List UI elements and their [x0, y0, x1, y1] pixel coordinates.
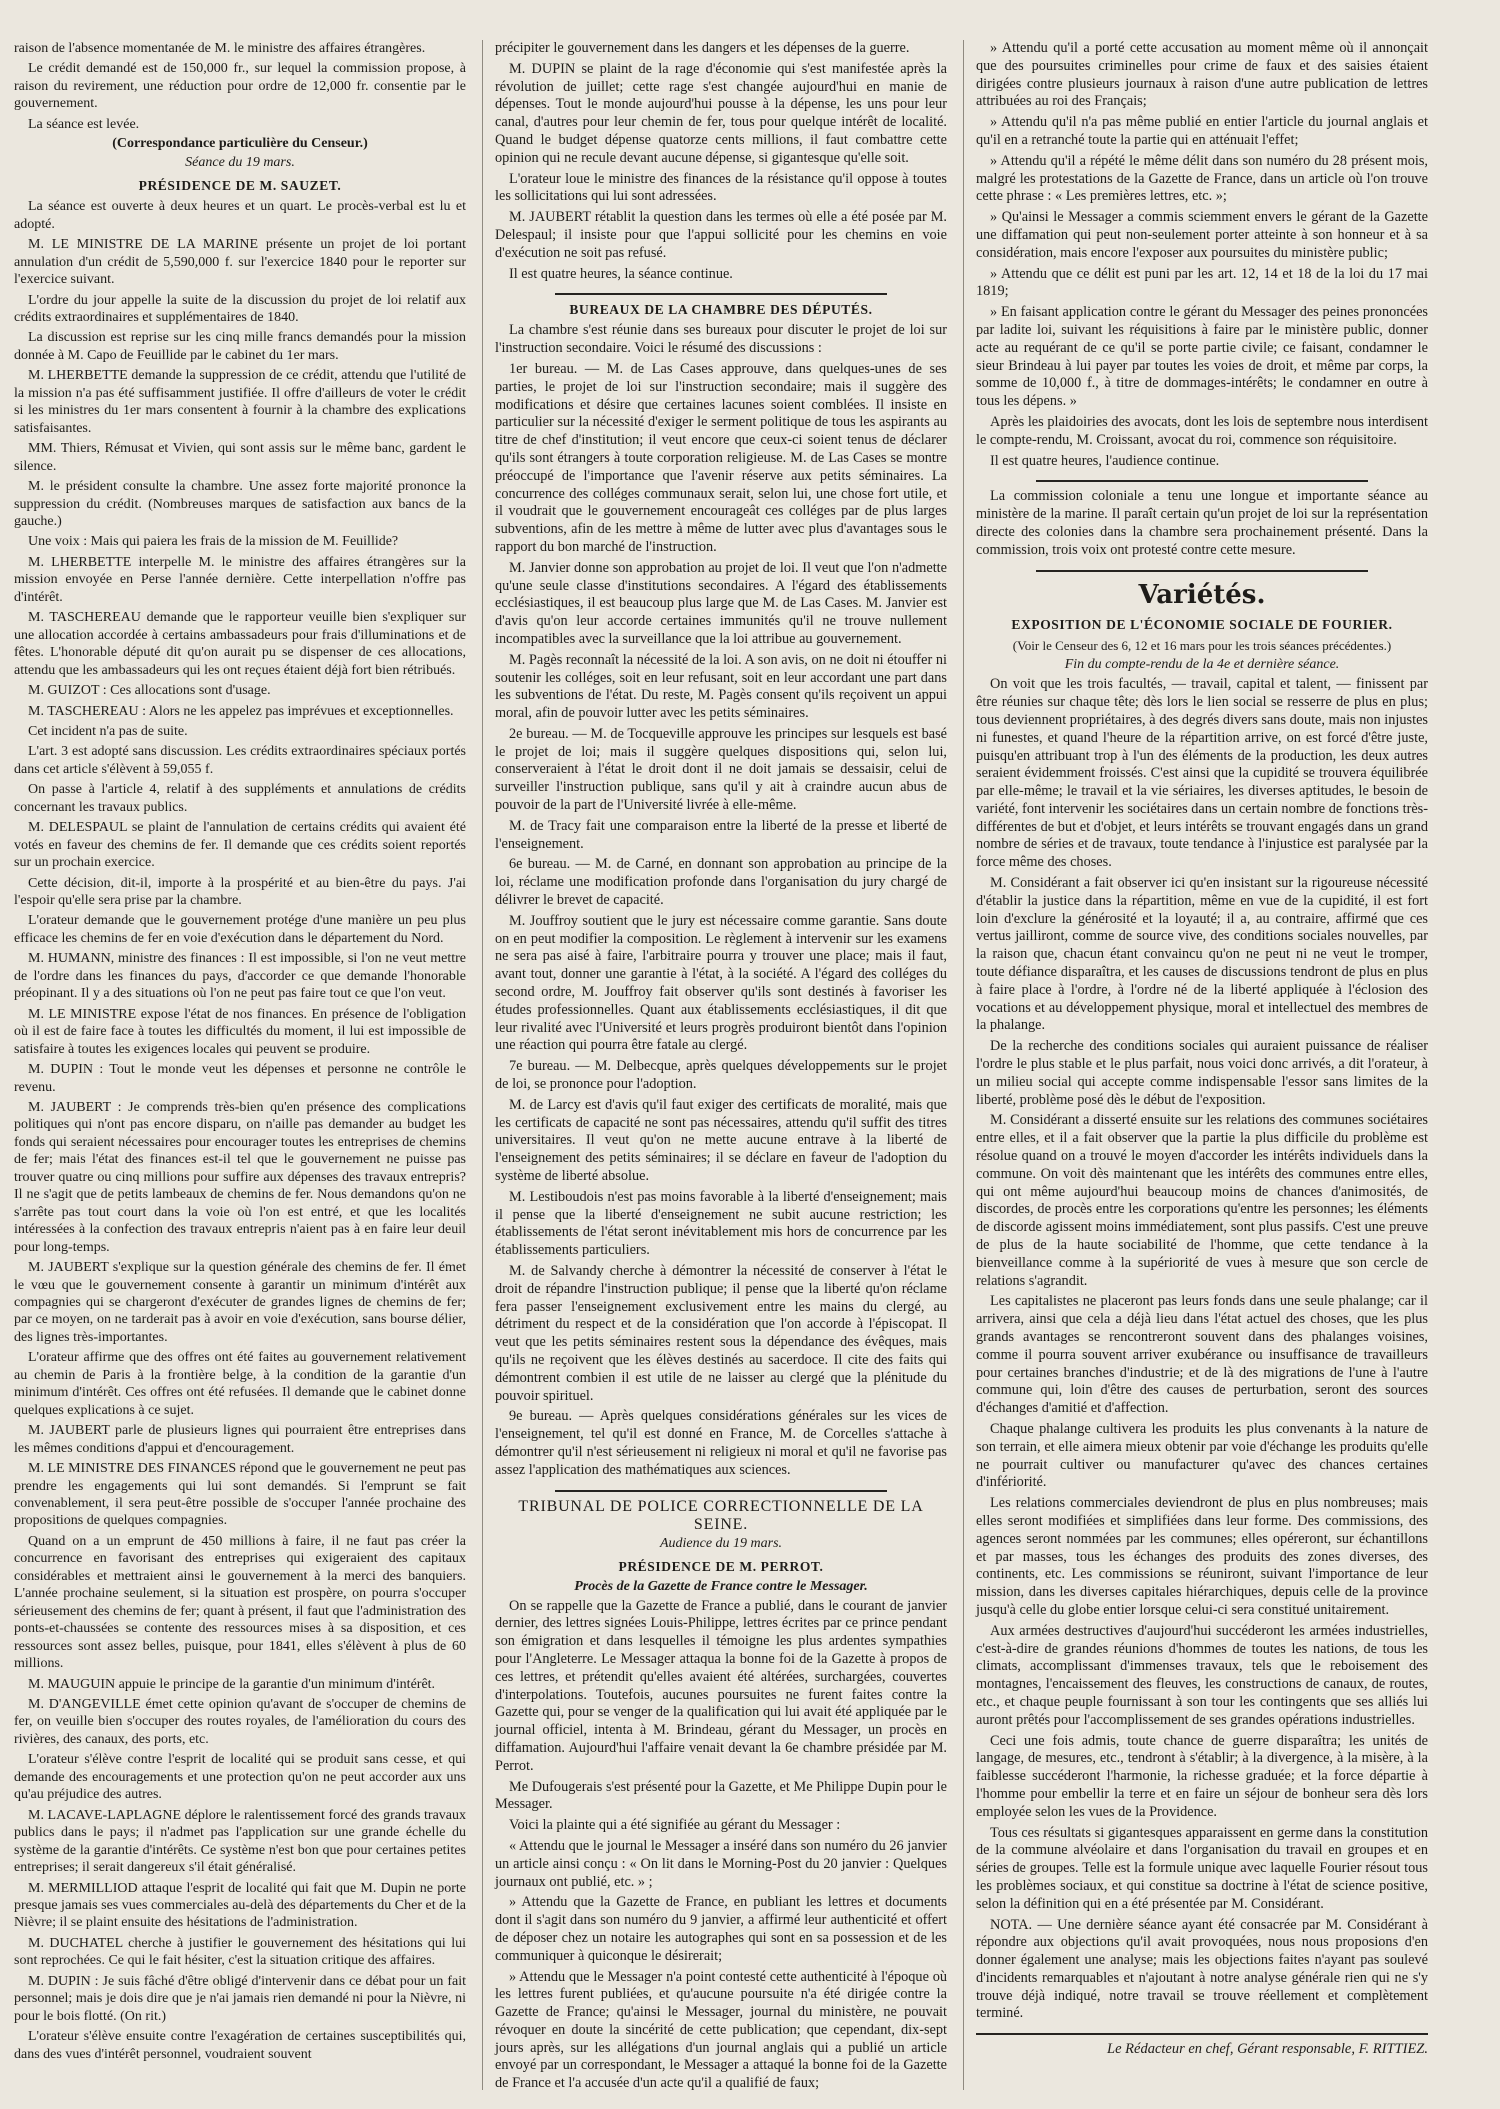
paragraph: L'ordre du jour appelle la suite de la discussion du projet de loi relatif aux crédits extraordinaires et supplémentaires de 1840.	[14, 292, 466, 325]
seance-date: Séance du 19 mars.	[185, 155, 295, 171]
exposition-note: (Voir le Censeur des 6, 12 et 16 mars pour les trois séances précédentes.)	[1012, 637, 1392, 653]
paragraph: Quand on a un emprunt de 450 millions à faire, il ne faut pas créer la concurrence en favorisant des entreprises qui exigeraient des capitaux considérables et mettraient ainsi le gouvernement à la merci des banquiers. L'année prochaine seulement, si la situation est prospère, on pourra s'occuper sérieusement des chemins de fer; quant à présent, il faut que l'administration des ponts-et-chaussées se contente des ressources mises à sa disposition, et ces ressources sont assez belles, puisque, pour 1841, elles s'élèvent à plus de 60 millions.	[14, 1533, 466, 1672]
paragraph: Les capitalistes ne placeront pas leurs fonds dans une seule phalange; car il arrivera, ainsi que cela a déjà lieu dans l'état actuel des choses, que les plus grands avantages se rencontreront souvent dans des phalanges voisines, comme il pourra souvent arriver exubérance ou insuffisance de travailleurs pour certaines branches d'industrie; et de là des migrations de l'une à l'autre commune qui, loin d'être des causes de perturbation, seront des sources d'échanges d'amitié et d'affection.	[976, 1293, 1428, 1417]
paragraph: Il est quatre heures, l'audience continue.	[990, 452, 1220, 469]
paragraph: On voit que les trois facultés, — travail, capital et talent, — finissent par être réunies sur chaque tête; dès lors le lien social se resserre de plus en plus; tous deviennent propriétaires, à des degrés divers sans doute, mais non injustes ni funestes, et quand l'heure de la répartition arrive, on est forcé d'être juste, puisqu'en attribuant trop à l'un des éléments de la production, les deux autres seraient évidemment froissés. C'est ainsi que la cupidité se trouvera équilibrée par elle-même; le travail et la vie sériaires, les diverses aptitudes, le besoin de variété, font intervenir les sociétaires dans un certain nombre de fonctions très-différentes de but et d'objet, et leurs intérêts se trouvant engagés dans un grand nombre de séries et de travaux, toute tendance à l'injustice est paralysée par la force même des choses.	[976, 676, 1428, 871]
paragraph: L'orateur s'élève contre l'esprit de localité qui se produit sans cesse, et qui demande des encouragements et une protection qu'on ne peut accorder aux uns qu'au préjudice des autres.	[14, 1752, 466, 1803]
paragraph: On passe à l'article 4, relatif à des suppléments et annulations de crédits concernant les travaux publics.	[14, 782, 466, 815]
paragraph: Voici la plainte qui a été signifiée au gérant du Messager :	[509, 1817, 841, 1834]
paragraph: » Attendu qu'il a porté cette accusation au moment même où il annonçait que des poursuites criminelles pour crime de faux et des saisies étaient dirigées contre plusieurs journaux à raison d'une autre publication de lettres attribuées au roi des Français;	[976, 40, 1428, 110]
paragraph: De la recherche des conditions sociales qui auraient puissance de réaliser l'ordre le plus stable et le plus parfait, nous voici donc arrivés, a dit l'orateur, à un milieu social qui accepte comme indispensable l'essor sans limites de la liberté, problème posé dès le début de l'exposition.	[976, 1038, 1428, 1108]
paragraph: » Attendu que la Gazette de France, en publiant les lettres et documents dont il s'agit dans son numéro du 9 janvier, a affirmé leur authenticité et offert de déposer chez un notaire les autographes qui sont en sa possession et de les communiquer à quiconque le désirerait;	[495, 1894, 947, 1964]
paragraph: L'art. 3 est adopté sans discussion. Les crédits extraordinaires spéciaux portés dans cet article s'élèvent à 59,055 f.	[14, 744, 466, 777]
varietes-heading: Variétés.	[1138, 579, 1266, 610]
paragraph: » Attendu que le Messager n'a point contesté cette authenticité à l'époque où les lettres furent publiées, et qu'aucune poursuite n'a été dirigée contre la Gazette de France; qu'ainsi le Messager, journal du ministère, ne pouvait révoquer en doute la sincérité de cette publication; que cependant, dix-sept jours après, sur les allégations d'un journal anglais qui a publié un article envoyé par un correspondant, le Messager a attaqué la bonne foi de la Gazette de France et l'a accusée d'un acte qu'il a qualifié de faux;	[495, 1968, 947, 2092]
paragraph: M. GUIZOT : Ces allocations sont d'usage.	[28, 683, 271, 699]
paragraph: Ceci une fois admis, toute chance de guerre disparaîtra; les unités de langage, de mesures, etc., tendront à s'établir; à la divergence, à la misère, à la faiblesse succéderont l'harmonie, la richesse graduée; et la force départie à l'homme pour embellir la terre et en faire un séjour de bonheur sera dès lors employée selon les vues de la Providence.	[976, 1732, 1428, 1820]
column-rule	[482, 40, 483, 2090]
paragraph: L'orateur loue le ministre des finances de la résistance qu'il oppose à toutes les sollicitations qui lui sont adressées.	[495, 170, 947, 205]
paragraph: La commission coloniale a tenu une longue et importante séance au ministère de la marine. Il paraît certain qu'un projet de loi sur la représentation directe des colonies dans la chambre sera prochainement présenté. Dans la commission, trois voix ont protesté contre cette mesure.	[976, 488, 1428, 558]
paragraph: précipiter le gouvernement dans les dangers et les dépenses de la guerre.	[495, 40, 910, 56]
tribunal-heading: TRIBUNAL DE POLICE CORRECTIONNELLE DE LA SEINE.	[518, 1497, 924, 1533]
column-1	[14, 40, 466, 2066]
exposition-heading: EXPOSITION DE L'ÉCONOMIE SOCIALE DE FOURIER.	[1011, 616, 1393, 632]
paragraph: M. D'ANGEVILLE émet cette opinion qu'avant de s'occuper de chemins de fer, on veuille bien s'occuper des routes royales, de l'amélioration du cours des rivières, des canaux, des ports, etc.	[14, 1696, 466, 1747]
audience-date: Audience du 19 mars.	[659, 1535, 783, 1551]
paragraph: « Attendu que le journal le Messager a inséré dans son numéro du 26 janvier un article ainsi conçu : « On lit dans le Morning-Post du 20 janvier : Quelques journaux ont publié, etc. » ;	[495, 1837, 947, 1890]
column-rule	[963, 40, 964, 2090]
tribunal-presidence: PRÉSIDENCE DE M. PERROT.	[618, 1558, 824, 1574]
paragraph: L'orateur affirme que des offres ont été faites au gouvernement relativement au chemin de Paris à la frontière belge, à la condition de la garantie d'un minimum d'intérêt. Ces offres ont été refusées. Il demande que le cabinet donne quelques explications à ce sujet.	[14, 1350, 466, 1418]
paragraph: M. DELESPAUL se plaint de l'annulation de certains crédits qui avaient été votés en faveur des chemins de fer. Il demande que ces crédits soient reportés sur un prochain exercice.	[14, 820, 466, 871]
section-separator	[1036, 480, 1368, 482]
paragraph: M. LHERBETTE interpelle M. le ministre des affaires étrangères sur la mission envoyée en Perse l'année dernière. Cette interpellation n'offre pas d'intérêt.	[14, 554, 466, 605]
paragraph: Chaque phalange cultivera les produits les plus convenants à la nature de son terrain, et elle aimera mieux obtenir par voie d'échange les produits qu'elle ne pourrait cultiver ou manufacturer qu'avec des chances certaines d'infériorité.	[976, 1420, 1428, 1491]
paragraph: Une voix : Mais qui paiera les frais de la mission de M. Feuillide?	[28, 534, 399, 550]
paragraph: MM. Thiers, Rémusat et Vivien, qui sont assis sur le même banc, gardent le silence.	[14, 441, 466, 474]
paragraph: » Attendu qu'il a répété le même délit dans son numéro du 28 présent mois, malgré les protestations de la Gazette de France, dans un article où l'on trouve cette phrase : « Les premières lettres, etc. »;	[976, 152, 1428, 205]
paragraph: La discussion est reprise sur les cinq mille francs demandés pour la mission donnée à M. Capo de Feuillide par le cabinet du 1er mars.	[14, 330, 466, 363]
section-separator	[1036, 570, 1368, 572]
paragraph: L'orateur demande que le gouvernement protége d'une manière un peu plus efficace les chemins de fer en voie d'exécution dans le département du Nord.	[14, 913, 466, 946]
column-3	[976, 40, 1428, 2058]
paragraph: M. JAUBERT s'explique sur la question générale des chemins de fer. Il émet le vœu que le gouvernement consente à garantir un minimum d'intérêt aux compagnies qui se chargeront d'exécuter de grandes lignes de chemins de fer; par ce moyen, on ne tarderait pas à avoir en voie d'exécution, sans bourse délier, des lignes très-importantes.	[14, 1260, 466, 1345]
paragraph: M. de Tracy fait une comparaison entre la liberté de la presse et liberté de l'enseignement.	[495, 817, 947, 852]
paragraph: Cette décision, dit-il, importe à la prospérité et au bien-être du pays. J'ai l'espoir qu'elle sera prise par la chambre.	[14, 875, 466, 909]
paragraph: La séance est ouverte à deux heures et un quart. Le procès-verbal est lu et adopté.	[14, 199, 466, 232]
paragraph: M. Considérant a disserté ensuite sur les relations des communes sociétaires entre elles, et il a fait observer que la partie la plus difficile du problème est résolue quand on a trouvé le moyen d'accorder les intérêts individuels dans la commune. On voit dès maintenant que les intérêts des communes entre elles, qui ont même aujourd'hui beaucoup moins de chances d'animosités, de discordes, de procès entre les corporations qu'entre les personnes; les éléments de discorde agissent moins immédiatement, sont plus passifs. C'est une preuve de plus de la haute sociabilité de l'homme, que cette tendance à la bienveillance comme à la supériorité de vues à mesure que son cercle de relations s'agrandit.	[976, 1112, 1428, 1289]
paragraph: M. LE MINISTRE expose l'état de nos finances. En présence de l'obligation où il est de faire face à toutes les difficultés du moment, il lui est impossible de satisfaire à toutes les exigences locales qui peuvent se produire.	[14, 1006, 466, 1057]
paragraph: » Attendu que ce délit est puni par les art. 12, 14 et 18 de la loi du 17 mai 1819;	[976, 265, 1428, 300]
paragraph: Cet incident n'a pas de suite.	[28, 723, 188, 739]
section-separator	[555, 293, 887, 295]
section-separator	[555, 1490, 887, 1492]
paragraph: Il est quatre heures, la séance continue.	[509, 265, 733, 282]
paragraph: M. TASCHEREAU : Alors ne les appelez pas imprévues et exceptionnelles.	[28, 703, 454, 719]
paragraph: M. DUPIN : Tout le monde veut les dépenses et personne ne contrôle le revenu.	[14, 1062, 466, 1095]
paragraph: M. de Salvandy cherche à démontrer la nécessité de conserver à l'état le droit de répandre l'instruction publique; il pense que la liberté qu'on réclame fera passer l'enseignement exclusivement entre les mains du clergé, au détriment du respect et de la considération que l'on accorde à l'épiscopat. Il veut que les petits séminaires restent sous la dépendance des évêques, mais qu'ils ne reçoivent que les élèves destinés au sacerdoce. Il cite des faits qui démontrent combien il est utile de ne laisser au clergé que la plénitude du pouvoir spirituel.	[495, 1263, 947, 1404]
paragraph: M. JAUBERT rétablit la question dans les termes où elle a été posée par M. Delespaul; il insiste pour que l'appui sollicité pour les chemins en voie d'exécution ne soit pas refusé.	[495, 209, 947, 261]
presidence-heading: PRÉSIDENCE DE M. SAUZET.	[138, 178, 342, 194]
column-2	[495, 40, 947, 2096]
paragraph: Me Dufougerais s'est présenté pour la Gazette, et Me Philippe Dupin pour le Messager.	[495, 1778, 947, 1813]
paragraph: M. JAUBERT parle de plusieurs lignes qui pourraient être entreprises dans les mêmes conditions d'appui et d'encouragement.	[14, 1423, 466, 1456]
paragraph: Après les plaidoiries des avocats, dont les lois de septembre nous interdisent le compte-rendu, M. Croissant, avocat du roi, commence son réquisitoire.	[976, 413, 1428, 448]
signature-line: Le Rédacteur en chef, Gérant responsable, F. RITTIEZ.	[976, 2033, 1428, 2058]
paragraph: M. LHERBETTE demande la suppression de ce crédit, attendu que l'utilité de la mission n'a pas été suffisamment justifiée. Il offre d'ailleurs de voter le crédit si les ministres du 1er mars consentent à fournir à la chambre des explications satisfaisantes.	[14, 368, 466, 436]
exposition-fin: Fin du compte-rendu de la 4e et dernière séance.	[1064, 657, 1340, 673]
paragraph: M. Pagès reconnaît la nécessité de la loi. A son avis, on ne doit ni étouffer ni soutenir les colléges, soit en leur refusant, soit en leur accordant une part dans les subventions de l'état. Du reste, M. Pagès consent qu'ils reçoivent un appui moral, afin de pouvoir lutter avec les petits séminaires.	[495, 651, 947, 722]
paragraph: Tous ces résultats si gigantesques apparaissent en germe dans la constitution de la commune alvéolaire et dans l'organisation du travail en groupes et en séries de groupes. Telle est la formule unique avec laquelle Fourier résout tous les problèmes sociaux, et qui constitue sa doctrine à l'état de science positive, selon la définition qui en a été présentée par M. Considérant.	[976, 1824, 1428, 1912]
paragraph: La séance est levée.	[28, 116, 140, 132]
paragraph: 6e bureau. — M. de Carné, en donnant son approbation au principe de la loi, réclame une modification profonde dans l'organisation du jury chargé de délivrer le brevet de capacité.	[495, 856, 947, 909]
paragraph: Les relations commerciales deviendront de plus en plus nombreuses; mais elles seront modifiées et simplifiées dans leur forme. Des commissions, des agences seront nommées par les communes; elles opéreront, sur échantillons et par masses, tous les échanges des produits des zones diverses, des continents, etc. Les commissions se réuniront, suivant l'importance de leur mission, dans les diverses capitales hiérarchiques, depuis celle de la province jusqu'à celle du globe entier lorsque celui-ci sera constitué unitairement.	[976, 1495, 1428, 1618]
paragraph: Aux armées destructives d'aujourd'hui succéderont les armées industrielles, c'est-à-dire de grandes réunions d'hommes de toutes les nations, de tous les climats, accomplissant d'immenses travaux, tels que le reboisement des montagnes, l'encaissement des fleuves, les constructions de canaux, de routes, etc., et chaque peuple fournissant à son tour les contingents que ses alliés lui auront prêtés pour l'accomplissement de ses grandes opérations industrielles.	[976, 1622, 1428, 1728]
paragraph: La chambre s'est réunie dans ses bureaux pour discuter le projet de loi sur l'instruction secondaire. Voici le résumé des discussions :	[495, 322, 947, 357]
paragraph: M. LACAVE-LAPLAGNE déplore le ralentissement forcé des grands travaux publics dans le pays; il n'admet pas l'application sur une grande échelle du système de la garantie d'intérêts. Ce système n'est bon que pour certaines petites entreprises; il serait dangereux s'il était généralisé.	[14, 1807, 466, 1876]
paragraph: » Attendu qu'il n'a pas même publié en entier l'article du journal anglais et qu'il en a retranché toute la partie qui en atténuait l'effet;	[976, 114, 1428, 148]
paragraph: M. LE MINISTRE DES FINANCES répond que le gouvernement ne peut pas prendre les engagements qui lui sont demandés. Si l'emprunt se fait convenablement, il sera peut-être possible de s'occuper l'année prochaine des propositions de quelques compagnies.	[14, 1461, 466, 1529]
paragraph: M. DUPIN se plaint de la rage d'économie qui s'est manifestée après la révolution de juillet; cette rage s'est changée aujourd'hui en manie de dépenses. Tout le monde aujourd'hui pousse à la dépense, les uns pour leur canal, d'autres pour leur chemin de fer, tous pour quelque intérêt de localité. Quand le budget dépense quatorze cents millions, il faut combattre cette opinion qui ne recule devant aucune dépense, si gigantesque qu'elle soit.	[495, 60, 947, 166]
bureaux-heading: BUREAUX DE LA CHAMBRE DES DÉPUTÉS.	[569, 302, 873, 318]
paragraph: M. Jouffroy soutient que le jury est nécessaire comme garantie. Sans doute on en peut modifier la composition. Le règlement à intervenir sur les examens ne sera pas aisé à faire, l'arbitraire pourra y trouver une place; mais il faut, avant tout, donner une garantie à l'état, à la société. A l'égard des colléges du second ordre, M. Jouffroy fait observer qu'ils sont destinés à favoriser les études professionnelles. Quant aux établissements ecclésiastiques, il dit que leur rivalité avec l'Université et leurs progrès produiront bientôt dans l'opinion une réaction qui pourra être fatale au clergé.	[495, 912, 947, 1054]
paragraph: Le crédit demandé est de 150,000 fr., sur lequel la commission propose, à raison du revirement, une réduction pour ordre de 12,000 fr. consentie par le gouvernement.	[14, 61, 466, 112]
paragraph: raison de l'absence momentanée de M. le ministre des affaires étrangères.	[14, 41, 426, 56]
paragraph: 7e bureau. — M. Delbecque, après quelques développements sur le projet de loi, se prononce pour l'adoption.	[495, 1058, 947, 1093]
paragraph: M. LE MINISTRE DE LA MARINE présente un projet de loi portant annulation d'un crédit de 5,590,000 f. sur l'exercice 1840 pour le reporter sur l'exercice suivant.	[14, 237, 466, 288]
paragraph: M. TASCHEREAU demande que le rapporteur veuille bien s'expliquer sur une allocation accordée à certains ambassadeurs pour frais d'illuminations et de fêtes. L'honorable député dit qu'on aurait pu se dispenser de ces allocations, attendu que les ambassadeurs qui les ont reçues étaient déjà fort bien rétribués.	[14, 610, 466, 678]
paragraph: M. Lestiboudois n'est pas moins favorable à la liberté d'enseignement; mais il pense que la liberté d'enseignement ne subit aucune restriction; les établissements de l'état seront inévitablement mis hors de concurrence par les établissements particuliers.	[495, 1188, 947, 1259]
paragraph: » En faisant application contre le gérant du Messager des peines prononcées par ladite loi, suivant les réquisitions à faire par le ministère public, donner acte au requérant de ce qu'il se porte partie civile; ce faisant, condamner le sieur Brindeau à lui payer par toutes les voies de droit, et même par corps, la somme de 10,000 f., à titre de dommages-intérêts; le condamner en outre à tous les dépens. »	[976, 304, 1428, 410]
paragraph: M. MERMILLIOD attaque l'esprit de localité qui fait que M. Dupin ne porte presque jamais ses vues commerciales au-delà des départements du Cher et de la Nièvre; il se plaint ensuite des hésitations de l'administration.	[14, 1880, 466, 1931]
paragraph: M. MAUGUIN appuie le principe de la garantie d'un minimum d'intérêt.	[28, 1676, 436, 1692]
paragraph: M. le président consulte la chambre. Une assez forte majorité prononce la suppression du crédit. (Nombreuses marques de satisfaction aux bancs de la gauche.)	[14, 479, 466, 529]
paragraph: M. Considérant a fait observer ici qu'en insistant sur la rigoureuse nécessité d'établir la justice dans la répartition, même en vue de la cupidité, il est fort loin d'exclure la générosité et la loyauté; il a, au contraire, affirmé que ces vertus jailliront, comme de source vive, des conditions sociales nouvelles, par la raison que, chacun étant convaincu qu'on ne peut ni ne veut le tromper, toute défiance disparaîtra, et les causes de discussions tendront de plus en plus à faire place à l'ordre, à l'ordre né de la liberté appliquée à l'éclosion des vocations et au développement physique, moral et intellectuel des membres de la phalange.	[976, 875, 1428, 1034]
paragraph: M. Janvier donne son approbation au projet de loi. Il veut que l'on n'admette qu'une seule classe d'institutions secondaires. A l'égard des établissements ecclésiastiques, il est beaucoup plus large que M. de Las Cases. M. Janvier est d'avis qu'on leur accorde certaines immunités qu'il ne trouve nullement incompatibles avec la surveillance que la loi attribue au gouvernement.	[495, 559, 947, 647]
paragraph: 2e bureau. — M. de Tocqueville approuve les principes sur lesquels est basé le projet de loi; mais il suggère quelques dispositions qui, selon lui, conserveraient à l'état le droit dont il ne doit jamais se dessaisir, celui de surveiller l'instruction publique, sans qu'il y ait à craindre aucun abus de pouvoir de la part de l'Université livrée à elle-même.	[495, 725, 947, 814]
paragraph: L'orateur s'élève ensuite contre l'exagération de certaines susceptibilités qui, dans des vues d'intérêt personnel, voudraient souvent	[14, 2029, 466, 2062]
paragraph: NOTA. — Une dernière séance ayant été consacrée par M. Considérant à répondre aux objections qu'il avait provoquées, nous nous proposions d'en donner également une analyse; mais les objections faites n'ayant pas soulevé d'incidents remarquables et n'ajoutant à notre analyse générale rien qui ne s'y trouve déjà indiqué, notre travail se trouve réellement et complètement terminé.	[976, 1916, 1428, 2022]
paragraph: » Qu'ainsi le Messager a commis sciemment envers le gérant de la Gazette une diffamation qui peut non-seulement porter atteinte à son honneur et à sa considération, mais encore l'exposer aux poursuites du ministère public;	[976, 209, 1428, 261]
paragraph: M. HUMANN, ministre des finances : Il est impossible, si l'on ne veut mettre de l'ordre dans les finances du pays, d'accorder ce que demande l'honorable préopinant. Il y a des situations où l'on ne peut pas faire tout ce que l'on veut.	[14, 951, 466, 1002]
paragraph: M. DUCHATEL cherche à justifier le gouvernement des hésitations qui lui sont reprochées. Ce qui le fait hésiter, c'est la situation critique des affaires.	[14, 1935, 466, 1969]
paragraph: M. JAUBERT : Je comprends très-bien qu'en présence des complications politiques qui n'ont pas encore disparu, on n'aille pas demander au budget les fonds qui seraient nécessaires pour encourager toutes les entreprises de chemins de fer; mais l'état des finances est-il tel que le gouvernement ne puisse pas trouver quatre ou cinq millions pour suffire aux dépenses des travaux entrepris? Il ne s'agit que de petits lambeaux de chemins de fer. Nous demandons qu'on ne s'arrête pas tout court dans la voie où l'on est entré, et que les localités intéressées à la confection des travaux entrepris n'aient pas à en faire leur deuil pour long-temps.	[14, 1100, 466, 1255]
correspondance-line: (Correspondance particulière du Censeur.)	[112, 136, 368, 152]
paragraph: 1er bureau. — M. de Las Cases approuve, dans quelques-unes de ses parties, le projet de loi sur l'instruction secondaire; mais il suggère des modifications et désire que certaines lacunes soient comblées. Il insiste en particulier sur la nécessité d'exiger le serment politique de tous les aspirants au titre de chef d'institution; il veut encore que ceux-ci soient tenus de déclarer qu'ils sont étrangers à toute corporation religieuse. M. de Las Cases se montre préoccupé de l'importance que l'avenir réserve aux petits séminaires. La concurrence des colléges communaux serait, selon lui, une chose fort utile, et il voudrait que le gouvernement encourageât ces colléges par de plus larges subventions, afin de les mettre à même de lutter avec plus d'avantages sous le rapport du bon marché de l'instruction.	[495, 360, 947, 555]
paragraph: M. DUPIN : Je suis fâché d'être obligé d'intervenir dans ce débat pour un fait personnel; mais je dois dire que je n'ai jamais rien demandé ni pour la Nièvre, ni pour le bois flotté. (On rit.)	[14, 1973, 466, 2024]
paragraph: M. de Larcy est d'avis qu'il faut exiger des certificats de moralité, mais que les certificats de capacité ne sont pas nécessaires, attendu qu'il suffit des titres universitaires. Il veut qu'on ne mette aucune entrave à la liberté de l'enseignement des petits séminaires; il se déclare en faveur de l'adoption du système de liberté absolue.	[495, 1096, 947, 1185]
proces-title: Procès de la Gazette de France contre le Messager.	[574, 1578, 868, 1594]
paragraph: On se rappelle que la Gazette de France a publié, dans le courant de janvier dernier, des lettres signées Louis-Philippe, lettres écrites par ce prince pendant son émigration et dans lesquelles il témoigne les plus ardentes sympathies pour l'Angleterre. Le Messager attaqua la bonne foi de la Gazette à propos de ces lettres, et prétendit qu'elles avaient été altérées, surchargées, couvertes d'interpolations. Toutefois, aucunes poursuites ne furent faites contre la Gazette qui, pour se venger de la qualification qui lui avait été appliquée par le journal officiel, intenta à M. Brindeau, gérant du Messager, un procès en diffamation. Aujourd'hui l'affaire venait devant la 6e chambre présidée par M. Perrot.	[495, 1597, 947, 1774]
paragraph: 9e bureau. — Après quelques considérations générales sur les vices de l'enseignement, tel qu'il est donné en France, M. de Corcelles s'attache à démontrer qu'il n'est sérieusement ni religieux ni moral et qu'il ne favorise pas assez l'application des mathématiques aux sciences.	[495, 1408, 947, 1478]
